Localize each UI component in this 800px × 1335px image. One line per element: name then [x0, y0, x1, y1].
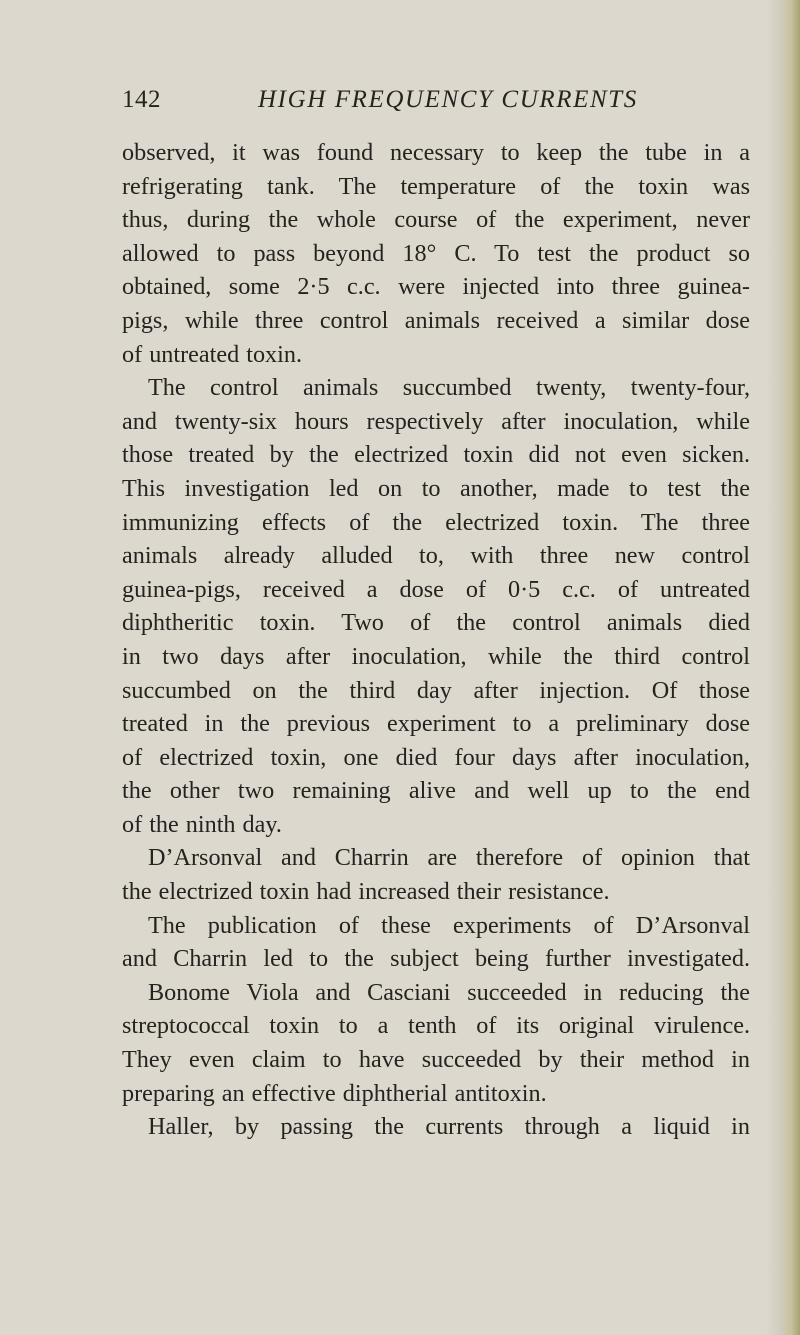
- text-line: D’Arsonval and Charrin are therefore of opinion that: [148, 844, 750, 872]
- text-line: observed, it was found necessary to keep the tube in a: [122, 139, 750, 166]
- text-line: of untreated toxin.: [122, 340, 302, 368]
- page-header: [122, 86, 750, 120]
- text-line: The publication of these experiments of D’Arsonval: [148, 911, 750, 939]
- text-line: those treated by the electrized toxin did not even sicken.: [122, 441, 750, 469]
- text-line: Haller, by passing the currents through a liquid in: [148, 1113, 750, 1141]
- text-line: thus, during the whole course of the experiment, never: [122, 206, 750, 234]
- text-line: refrigerating tank. The temperature of the toxin was: [122, 172, 750, 200]
- text-line: treated in the previous experiment to a preliminary dose: [122, 710, 750, 738]
- text-line: preparing an effective diphtherial antitoxin.: [122, 1079, 547, 1107]
- text-line: and twenty-six hours respectively after inoculation, while: [122, 407, 750, 435]
- text-line: diphtheritic toxin. Two of the control animals died: [122, 609, 750, 637]
- text-line: animals already alluded to, with three new control: [122, 542, 750, 570]
- text-line: The control animals succumbed twenty, twenty-four,: [148, 374, 750, 402]
- text-line: the other two remaining alive and well up to the end: [122, 777, 750, 805]
- body-text: [122, 136, 750, 1144]
- text-line: of the ninth day.: [122, 810, 282, 838]
- text-line: immunizing effects of the electrized toxin. The three: [122, 508, 750, 536]
- text-line: obtained, some 2·5 c.c. were injected into three guinea-: [122, 273, 750, 301]
- text-line: pigs, while three control animals received a similar dose: [122, 306, 750, 334]
- text-line: Bonome Viola and Casciani succeeded in reducing the: [148, 978, 750, 1006]
- text-line: allowed to pass beyond 18° C. To test the product so: [122, 239, 750, 267]
- text-line: streptococcal toxin to a tenth of its original virulence.: [122, 1012, 750, 1040]
- text-line: of electrized toxin, one died four days after inoculation,: [122, 743, 750, 771]
- running-head: HIGH FREQUENCY CURRENTS: [258, 86, 638, 113]
- text-line: and Charrin led to the subject being further investigated.: [122, 945, 750, 973]
- text-line: in two days after inoculation, while the third control: [122, 642, 750, 670]
- text-line: They even claim to have succeeded by their method in: [122, 1046, 750, 1074]
- text-line: guinea-pigs, received a dose of 0·5 c.c. of untreated: [122, 575, 750, 603]
- text-line: succumbed on the third day after injection. Of those: [122, 676, 750, 704]
- text-line: the electrized toxin had increased their resistance.: [122, 878, 610, 906]
- page-number: 142: [122, 86, 161, 113]
- text-line: This investigation led on to another, made to test the: [122, 474, 750, 502]
- page-edge-shadow: [766, 0, 800, 1335]
